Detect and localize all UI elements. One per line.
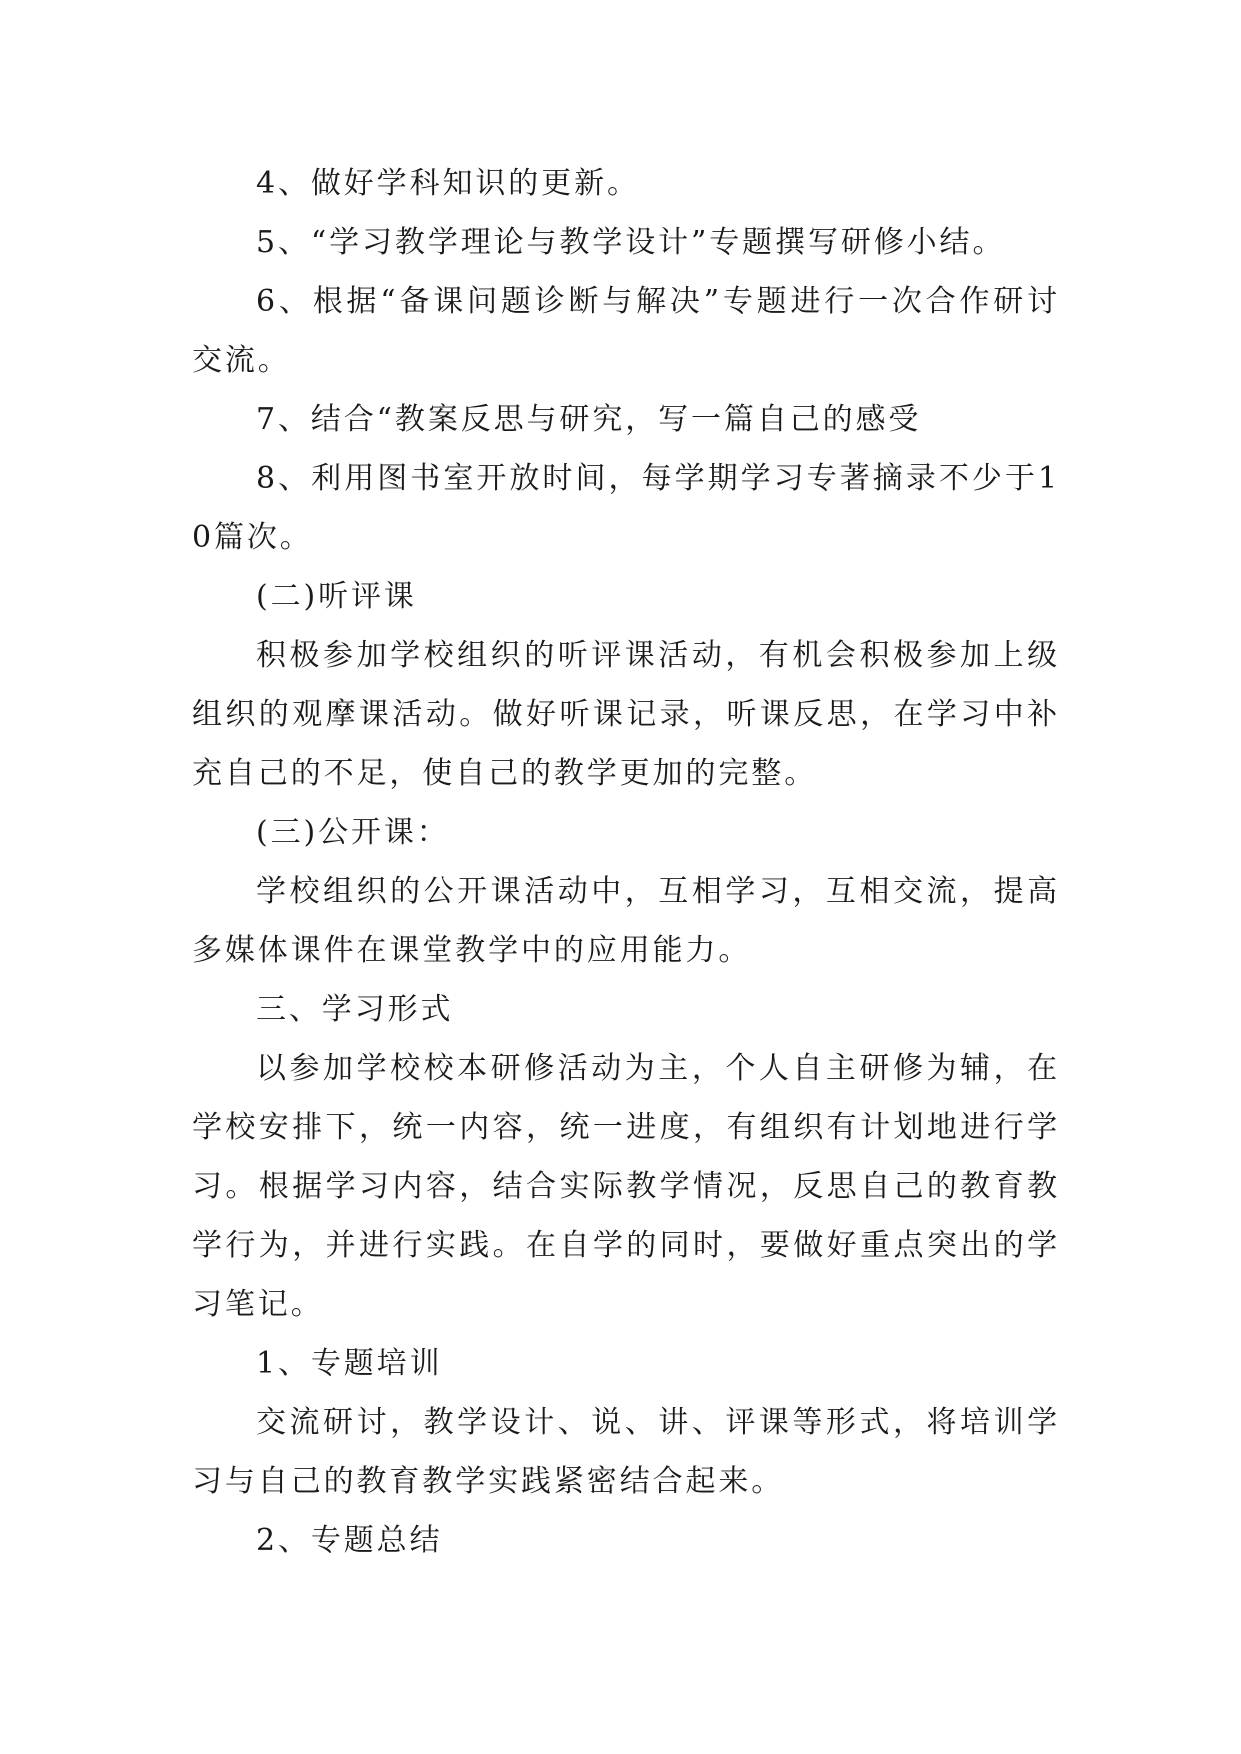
subheading-special-training: 1、专题培训 — [256, 1346, 443, 1381]
paragraph-item-8: 8、利用图书室开放时间，每学期学习专著摘录不少于10篇次。 — [192, 461, 1060, 555]
section-heading-listen-evaluate: (二)听评课 — [256, 579, 417, 614]
section-heading-study-form: 三、学习形式 — [256, 992, 454, 1027]
subheading-special-summary: 2、专题总结 — [256, 1523, 443, 1558]
document-body — [192, 154, 1060, 1570]
paragraph-special-training: 交流研讨，教学设计、说、讲、评课等形式，将培训学习与自己的教育教学实践紧密结合起来。 — [192, 1405, 1060, 1499]
paragraph-open-class: 学校组织的公开课活动中，互相学习，互相交流，提高多媒体课件在课堂教学中的应用能力。 — [192, 874, 1060, 968]
paragraph-item-7: 7、结合“教案反思与研究，写一篇自己的感受 — [256, 402, 922, 437]
paragraph-listen-evaluate: 积极参加学校组织的听评课活动，有机会积极参加上级组织的观摩课活动。做好听课记录，听课反思，在学习中补充自己的不足，使自己的教学更加的完整。 — [192, 638, 1060, 791]
paragraph-item-6: 6、根据“备课问题诊断与解决”专题进行一次合作研讨交流。 — [192, 284, 1060, 378]
section-heading-open-class: (三)公开课： — [256, 815, 450, 850]
paragraph-item-5: 5、“学习教学理论与教学设计”专题撰写研修小结。 — [256, 225, 1006, 260]
paragraph-item-4: 4、做好学科知识的更新。 — [256, 166, 640, 201]
paragraph-study-form: 以参加学校校本研修活动为主，个人自主研修为辅，在学校安排下，统一内容，统一进度，有组织有计划地进行学习。根据学习内容，结合实际教学情况，反思自己的教育教学行为，并进行实践。在自学的同时，要做好重点突出的学习笔记。 — [192, 1051, 1060, 1322]
